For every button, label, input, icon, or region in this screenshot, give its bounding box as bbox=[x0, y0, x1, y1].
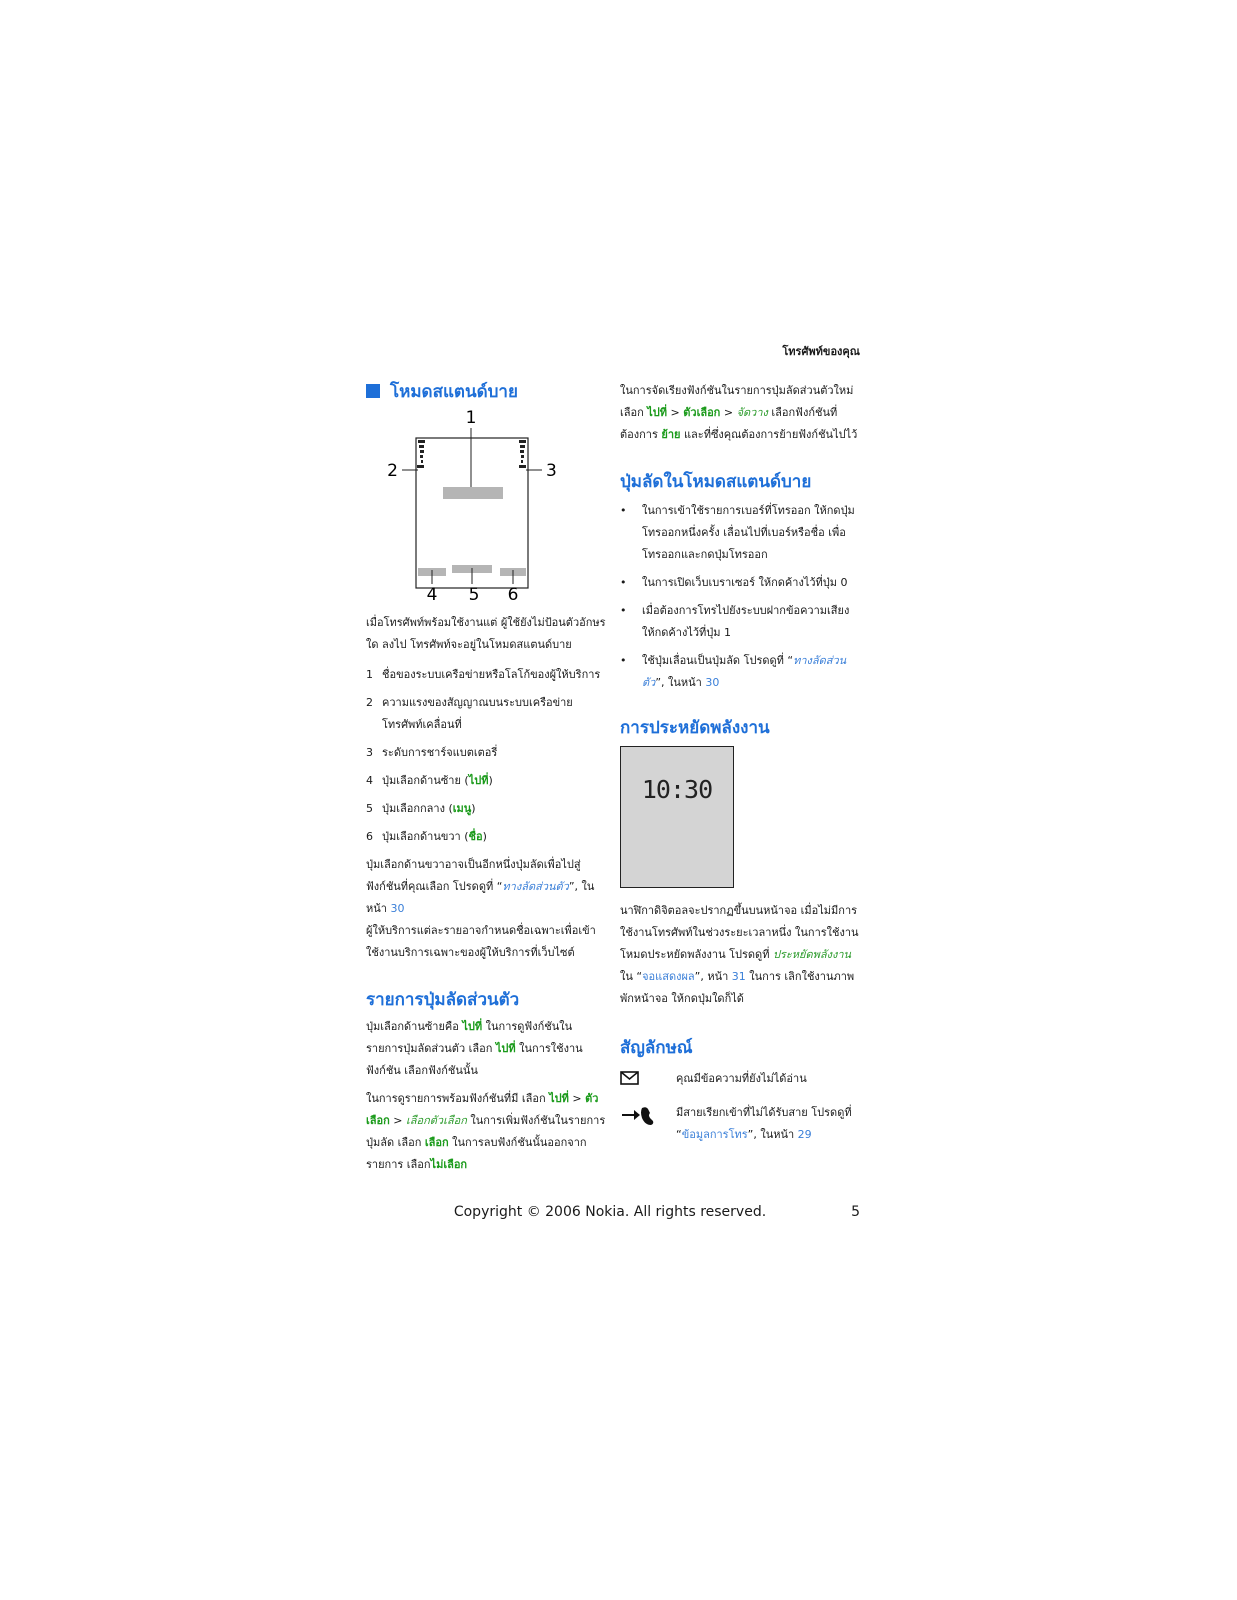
running-header: โทรศัพท์ของคุณ bbox=[782, 345, 860, 358]
page-number: 5 bbox=[851, 1204, 860, 1220]
standby-legend-list bbox=[366, 664, 606, 848]
symbols-list bbox=[620, 1068, 860, 1146]
link-page-29[interactable]: 29 bbox=[797, 1128, 812, 1141]
diagram-label-2: 2 bbox=[387, 461, 398, 481]
left-column bbox=[366, 380, 606, 1176]
signal-strength-icon bbox=[417, 440, 425, 468]
list-item: 3 ระดับการชาร์จแบตเตอรี่ bbox=[366, 746, 498, 759]
diagram-label-3: 3 bbox=[546, 461, 557, 481]
section-title-power-saving: การประหยัดพลังงาน bbox=[620, 718, 770, 738]
envelope-icon bbox=[620, 1068, 676, 1094]
list-item: • เมื่อต้องการโทรไปยังระบบฝากข้อความเสียง ให้กดค้างไว้ที่ปุ่ม 1 bbox=[620, 604, 850, 639]
link-page-30-2[interactable]: 30 bbox=[705, 676, 720, 689]
link-personal-shortcuts[interactable]: ทางลัดส่วนตัว bbox=[502, 880, 569, 893]
diagram-label-6: 6 bbox=[507, 585, 519, 600]
list-item: • ใช้ปุ่มเลื่อนเป็นปุ่มลัด โปรดดูที่ “ทางลัดส่วนตัว”, ในหน้า 30 bbox=[620, 654, 847, 689]
list-item: • ในการเปิดเว็บเบราเซอร์ ให้กดค้างไว้ที่ปุ่ม 0 bbox=[620, 576, 848, 589]
link-call-log[interactable]: ข้อมูลการโทร bbox=[681, 1128, 748, 1141]
list-item: คุณมีข้อความที่ยังไม่ได้อ่าน bbox=[620, 1068, 860, 1094]
diagram-label-1: 1 bbox=[465, 408, 477, 428]
list-item: 2 ความแรงของสัญญาณบนระบบเครือข่ายโทรศัพท์เคลื่อนที่ bbox=[366, 696, 573, 731]
list-item: • ในการเข้าใช้รายการเบอร์ที่โทรออก ให้กดปุ่มโทรออกหนึ่งครั้ง เลื่อนไปที่เบอร์หรือชื่อ เพื่อโทรออกและกดปุ่มโทรออก bbox=[620, 504, 855, 561]
digital-clock: 10:30 bbox=[641, 775, 713, 804]
power-saving-paragraph: นาฬิกาดิจิตอลจะปรากฏขึ้นบนหน้าจอ เมื่อไม่มีการใช้งานโทรศัพท์ในช่วงระยะเวลาหนึ่ง ในการใช้งานโหมดประหยัดพลังงาน โปรดดูที่ ประหยัดพลังงาน ใน “จอแสดงผล”, หน้า 31 ในการ เลิกใช้งานภาพพักหน้าจอ ให้กดปุ่มใดก็ได้ bbox=[620, 904, 859, 1005]
diagram-label-5: 5 bbox=[468, 585, 480, 600]
missed-call-icon bbox=[620, 1102, 676, 1134]
battery-level-icon bbox=[519, 440, 526, 468]
arrange-paragraph: ในการจัดเรียงฟังก์ชันในรายการปุ่มลัดส่วนตัวใหม่ เลือก ไปที่ > ตัวเลือก > จัดวาง เลือกฟังก์ชันที่ต้องการ ย้าย และที่ซึ่งคุณต้องการย้ายฟังก์ชันไปไว้ bbox=[620, 384, 858, 441]
section-title-symbols: สัญลักษณ์ bbox=[620, 1038, 693, 1058]
section-title-standby-shortcuts: ปุ่มลัดในโหมดสแตนด์บาย bbox=[620, 472, 812, 492]
copyright-footer: Copyright © 2006 Nokia. All rights reserved. bbox=[453, 1204, 767, 1220]
link-personal-shortcuts-2[interactable]: ทางลัดส่วนตัว bbox=[642, 654, 847, 689]
section-marker-icon bbox=[366, 384, 380, 398]
link-page-31[interactable]: 31 bbox=[731, 970, 746, 983]
view-options-paragraph: ในการดูรายการพร้อมฟังก์ชันที่มี เลือก ไปที่ > ตัวเลือก > เลือกตัวเลือก ในการเพิ่มฟังก์ชันในรายการปุ่มลัด เลือก เลือก ในการลบฟังก์ชันนั้นออกจากรายการ เลือกไม่เลือก bbox=[366, 1092, 606, 1171]
section-title-personal-shortcuts: รายการปุ่มลัดส่วนตัว bbox=[366, 990, 520, 1010]
operator-paragraph: ผู้ให้บริการแต่ละรายอาจกำหนดชื่อเฉพาะเพื่อเข้าใช้งานบริการเฉพาะของผู้ให้บริการที่เว็บไซต์ bbox=[366, 924, 596, 959]
list-item: มีสายเรียกเข้าที่ไม่ได้รับสาย โปรดดูที่ “ข้อมูลการโทร”, ในหน้า 29 bbox=[620, 1102, 860, 1146]
link-display[interactable]: จอแสดงผล bbox=[642, 970, 695, 983]
link-page-30[interactable]: 30 bbox=[390, 902, 405, 915]
list-item: 4 ปุ่มเลือกด้านซ้าย (ไปที่) bbox=[366, 774, 493, 787]
list-item: 1 ชื่อของระบบเครือข่ายหรือโลโก้ของผู้ให้บริการ bbox=[366, 668, 601, 681]
section-title-standby: โหมดสแตนด์บาย bbox=[366, 380, 606, 404]
list-item: 6 ปุ่มเลือกด้านขวา (ชื่อ) bbox=[366, 830, 487, 843]
right-column bbox=[620, 380, 860, 1154]
operator-logo-placeholder bbox=[443, 487, 503, 499]
standby-intro: เมื่อโทรศัพท์พร้อมใช้งานแต่ ผู้ใช้ยังไม่ป้อนตัวอักษรใด ลงไป โทรศัพท์จะอยู่ในโหมดสแตนด์บาย bbox=[366, 616, 606, 651]
diagram-label-4: 4 bbox=[426, 585, 438, 600]
right-key-paragraph: ปุ่มเลือกด้านขวาอาจเป็นอีกหนึ่งปุ่มลัดเพื่อไปสู่ฟังก์ชันที่คุณเลือก โปรดดูที่ “ทางลัดส่วนตัว”, ในหน้า 30 bbox=[366, 858, 595, 915]
shortcut-paragraph: ปุ่มเลือกด้านซ้ายคือ ไปที่ ในการดูฟังก์ชันในรายการปุ่มลัดส่วนตัว เลือก ไปที่ ในการใช้งานฟังก์ชัน เลือกฟังก์ชันนั้น bbox=[366, 1020, 583, 1077]
list-item: 5 ปุ่มเลือกกลาง (เมนู) bbox=[366, 802, 476, 815]
standby-display-diagram bbox=[366, 408, 606, 600]
power-saving-screen bbox=[620, 746, 734, 888]
standby-shortcuts-list bbox=[620, 500, 860, 694]
